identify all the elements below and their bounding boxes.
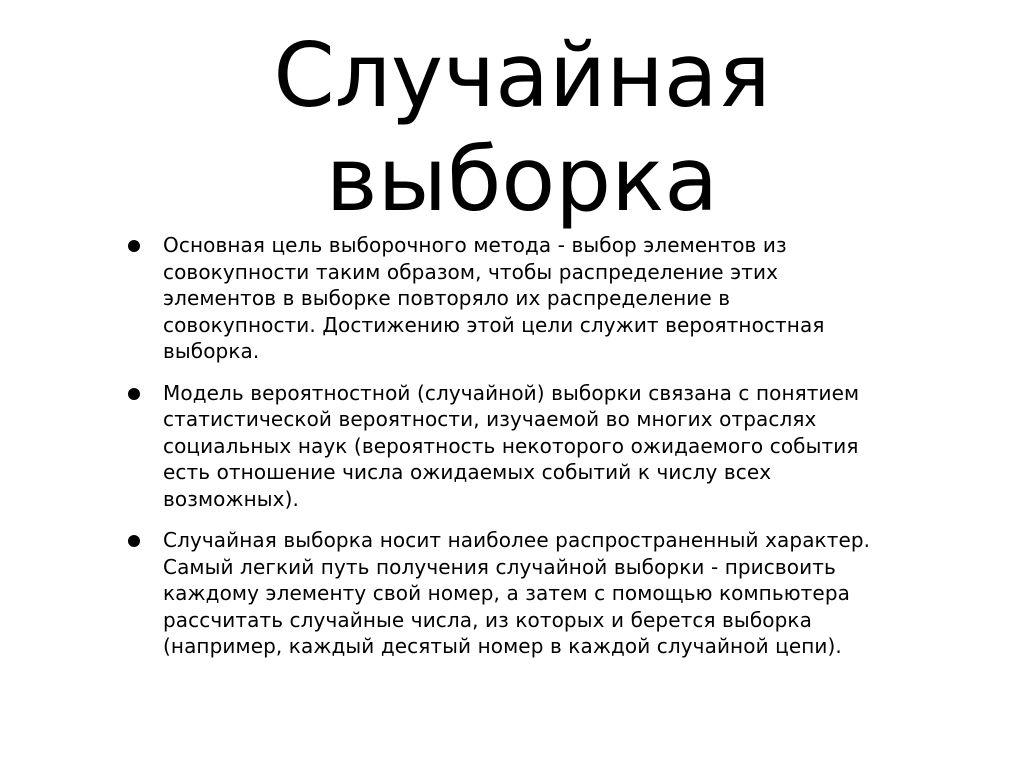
bullet-text-line: каждому элементу свой номер, а затем с помощью компьютера xyxy=(163,581,850,605)
bullet-text-line: совокупности таким образом, чтобы распределение этих xyxy=(163,259,779,284)
bullet-text-line: рассчитать случайные числа, из которых и берется выборка xyxy=(163,607,812,632)
bullet-text-line: выборка. xyxy=(163,339,260,363)
bullet-text-line: Случайная выборка носит наиболее распространенный характер. xyxy=(163,528,871,552)
bullet-item-random-sampling xyxy=(126,527,936,660)
title-line: Случайная xyxy=(273,24,771,127)
bullet-item-sampling-goal xyxy=(126,232,936,365)
title-line: выборка xyxy=(325,128,719,231)
bullet-text-line: статистической вероятности, изучаемой во многих отраслях xyxy=(163,407,817,431)
bullet-text-line: (например, каждый десятый номер в каждой случайной цепи). xyxy=(163,634,842,658)
bullet-dot-icon xyxy=(128,240,140,252)
bullet-text-line: есть отношение числа ожидаемых событий к числу всех xyxy=(163,460,772,484)
bullet-text-line: возможных). xyxy=(163,486,299,511)
slide-title xyxy=(0,24,1024,232)
bullet-text-line: Самый легкий путь получения случайной выборки - присвоить xyxy=(163,554,836,579)
bullet-dot-icon xyxy=(128,388,140,400)
bullet-text-line: Основная цель выборочного метода - выбор элементов из xyxy=(163,233,787,257)
bullet-dot-icon xyxy=(128,535,140,547)
bullet-text-line: совокупности. Достижению этой цели служит вероятностная xyxy=(163,312,825,337)
bullet-text-line: элементов в выборке повторяло их распределение в xyxy=(163,286,731,310)
bullet-item-probability-model xyxy=(126,380,936,513)
bullet-list xyxy=(126,232,936,675)
bullet-text-line: Модель вероятностной (случайной) выборки связана с понятием xyxy=(163,380,860,405)
bullet-text-line: социальных наук (вероятность некоторого ожидаемого события xyxy=(163,433,859,458)
